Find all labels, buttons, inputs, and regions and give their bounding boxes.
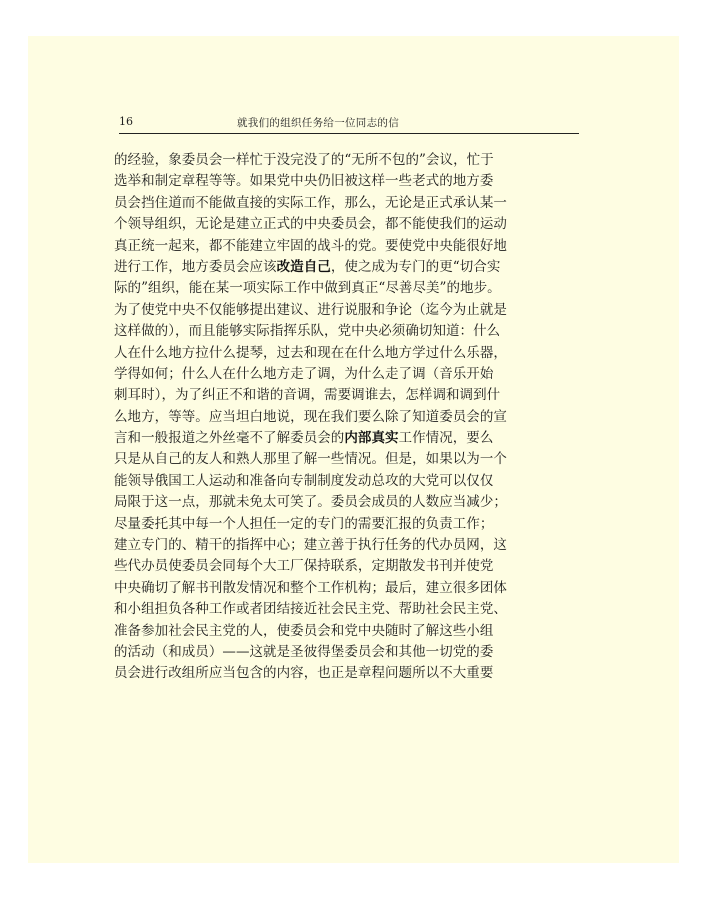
text-segment: 际的”组织，能在某一项实际工作中做到真正“尽善尽美”的地步。	[114, 280, 501, 297]
text-segment: 员会挡住道而不能做直接的实际工作，那么，无论是正式承认某一	[114, 194, 507, 211]
text-segment: 些代办员使委员会同每个大工厂保持联系，定期散发书刊并使党	[114, 558, 494, 575]
text-line	[114, 578, 584, 599]
emphasized-text: 改造自己	[276, 258, 331, 275]
text-line	[114, 535, 584, 556]
text-line	[114, 599, 584, 620]
text-segment: 为了使党中央不仅能够提出建议、进行说服和争论（迄今为止就是	[114, 301, 507, 318]
text-segment: 只是从自己的友人和熟人那里了解一些情况。但是，如果以为一个	[114, 451, 507, 468]
body-text	[114, 150, 584, 685]
text-segment: 选举和制定章程等等。如果党中央仍旧被这样一些老式的地方委	[114, 173, 494, 190]
text-segment: 准备参加社会民主党的人，使委员会和党中央随时了解这些小组	[114, 622, 494, 639]
text-segment: 局限于这一点，那就未免太可笑了。委员会成员的人数应当减少；	[114, 494, 507, 511]
text-line	[114, 214, 584, 235]
text-line	[114, 428, 584, 449]
text-line	[114, 257, 584, 278]
text-line	[114, 321, 584, 342]
text-line	[114, 621, 584, 642]
text-segment: ，使之成为专门的更“切合实	[330, 258, 501, 275]
text-line	[114, 236, 584, 257]
text-segment: 中央确切了解书刊散发情况和整个工作机构；最后，建立很多团体	[114, 579, 507, 596]
text-line	[114, 663, 584, 684]
text-segment: 刺耳时），为了纠正不和谐的音调，需要调谁去，怎样调和调到什	[114, 387, 501, 404]
running-title: 就我们的组织任务给一位同志的信	[237, 117, 399, 129]
text-line	[114, 514, 584, 535]
text-segment: 能领导俄国工人运动和准备向专制制度发动总攻的大党可以仅仅	[114, 472, 494, 489]
text-segment: 么地方，等等。应当坦白地说，现在我们要么除了知道委员会的宣	[114, 408, 507, 425]
text-line	[114, 407, 584, 428]
text-segment: 尽量委托其中每一个人担任一定的专门的需要汇报的负责工作；	[114, 515, 494, 532]
text-line	[114, 278, 584, 299]
text-segment: 进行工作，地方委员会应该	[114, 258, 277, 275]
page-number: 16	[119, 115, 133, 128]
text-segment: 言和一般报道之外丝毫不了解委员会的	[114, 430, 345, 447]
page-header	[119, 113, 579, 134]
text-line	[114, 364, 584, 385]
text-line	[114, 471, 584, 492]
text-segment: 这样做的），而且能够实际指挥乐队，党中央必须确切知道：什么	[114, 323, 501, 340]
text-segment: 工作情况，要么	[398, 430, 494, 447]
text-segment: 个领导组织，无论是建立正式的中央委员会，都不能使我们的运动	[114, 216, 507, 233]
text-line	[114, 171, 584, 192]
text-line	[114, 385, 584, 406]
text-line	[114, 193, 584, 214]
text-line	[114, 642, 584, 663]
emphasized-text: 内部真实	[344, 430, 399, 447]
text-line	[114, 492, 584, 513]
text-segment: 人在什么地方拉什么提琴，过去和现在在什么地方学过什么乐器，	[114, 344, 507, 361]
text-segment: 的经验，象委员会一样忙于没完没了的“无所不包的”会议，忙于	[114, 152, 494, 168]
text-segment: 学得如何；什么人在什么地方走了调，为什么走了调（音乐开始	[114, 365, 494, 382]
text-segment: 建立专门的、精干的指挥中心；建立善于执行任务的代办员网，这	[114, 537, 507, 554]
text-line	[114, 150, 584, 171]
text-segment: 员会进行改组所应当包含的内容，也正是章程问题所以不大重要	[114, 665, 494, 682]
text-segment: 和小组担负各种工作或者团结接近社会民主党、帮助社会民主党、	[114, 601, 507, 618]
text-line	[114, 300, 584, 321]
text-segment: 的活动（和成员）——这就是圣彼得堡委员会和其他一切党的委	[114, 643, 494, 660]
text-line	[114, 556, 584, 577]
text-line	[114, 343, 584, 364]
text-segment: 真正统一起来，都不能建立牢固的战斗的党。要使党中央能很好地	[114, 237, 507, 254]
text-line	[114, 449, 584, 470]
